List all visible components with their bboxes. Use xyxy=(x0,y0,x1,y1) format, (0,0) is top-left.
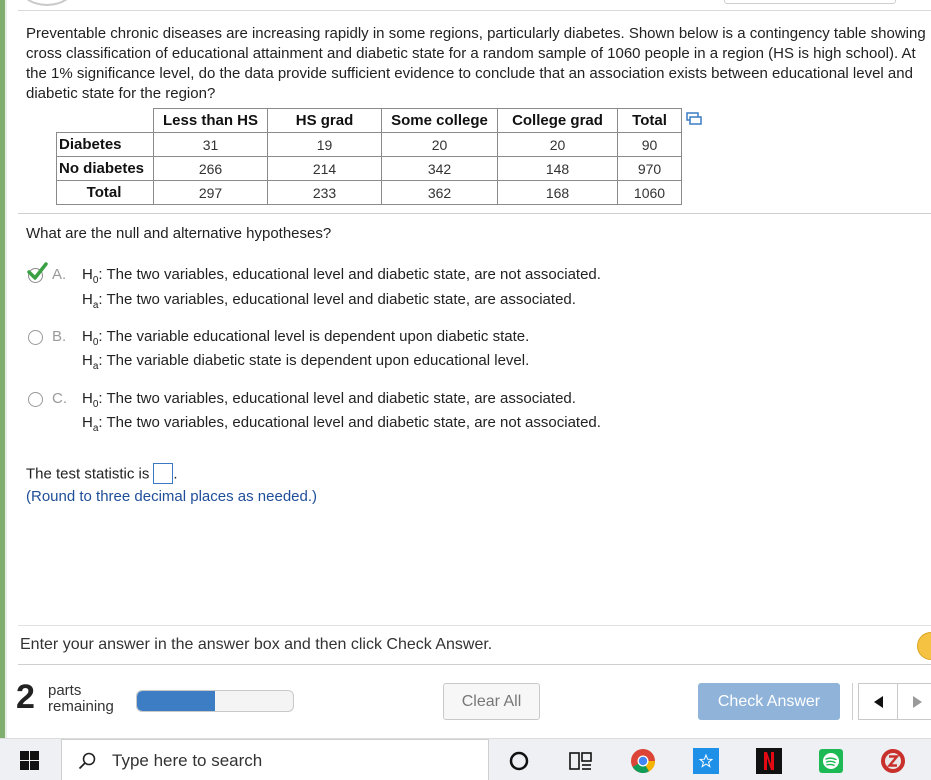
table-cell: 90 xyxy=(618,133,682,157)
question-text: Preventable chronic diseases are increasing rapidly in some regions, particularly diabetes. Shown below is a contingency table showing cross classification of educational attainment and diabetic state for a random sample of 1060 people in a region (HS is high school). At the 1% significance level, do the data provide sufficient evidence to conclude that an association exists between educational level and diabetic state for the region? xyxy=(26,25,926,102)
alt-hypothesis-b: $H_a$: The variable diabetic state is dependent upon educational level. xyxy=(82,352,530,372)
null-hypothesis-b: $H_0$: The variable educational level is dependent upon diabetic state. xyxy=(82,328,530,348)
null-hypothesis-c: $H_0$: The two variables, educational level and diabetic state, are associated. xyxy=(82,390,576,410)
hypotheses-prompt: What are the null and alternative hypotheses? xyxy=(26,225,332,242)
taskbar-search-placeholder: Type here to search xyxy=(112,751,263,770)
row-label-total: Total xyxy=(57,181,154,205)
null-hypothesis-a: $H_0$: The two variables, educational level and diabetic state, are not associated. xyxy=(82,266,601,286)
table-cell: 19 xyxy=(268,133,382,157)
table-cell: 342 xyxy=(382,157,498,181)
instructions-text: Enter your answer in the answer box and then click Check Answer. xyxy=(20,636,493,653)
table-row-diabetes xyxy=(57,133,682,157)
cortana-icon[interactable] xyxy=(506,748,532,774)
option-c[interactable] xyxy=(26,389,726,437)
option-a[interactable] xyxy=(26,265,726,313)
parts-remaining-count: 2 xyxy=(16,678,35,716)
table-cell: 31 xyxy=(154,133,268,157)
table-cell: 20 xyxy=(498,133,618,157)
option-b[interactable] xyxy=(26,327,726,375)
clear-all-button[interactable]: Clear All xyxy=(443,683,540,720)
section-divider xyxy=(18,213,931,214)
table-cell: 970 xyxy=(618,157,682,181)
search-icon xyxy=(78,752,96,770)
row-label-diabetes: Diabetes xyxy=(57,133,154,157)
z-app-icon[interactable] xyxy=(880,748,906,774)
spotify-icon[interactable] xyxy=(818,748,844,774)
radio-option-c[interactable] xyxy=(28,392,43,407)
progress-bar xyxy=(136,690,294,712)
table-cell: 20 xyxy=(382,133,498,157)
col-header-less-than-hs: Less than HS xyxy=(154,109,268,133)
table-cell: 266 xyxy=(154,157,268,181)
left-window-edge-highlight xyxy=(5,0,7,738)
table-row-total xyxy=(57,181,682,205)
progress-bar-fill xyxy=(137,691,215,711)
task-view-icon[interactable] xyxy=(568,748,594,774)
windows-taskbar xyxy=(0,738,931,780)
col-header-total: Total xyxy=(618,109,682,133)
previous-button[interactable] xyxy=(858,683,898,720)
col-header-hs-grad: HS grad xyxy=(268,109,382,133)
checkmark-icon xyxy=(26,261,48,283)
chrome-icon[interactable] xyxy=(630,748,656,774)
footer-divider-top xyxy=(18,625,931,626)
option-letter: A. xyxy=(52,266,67,283)
table-cell: 168 xyxy=(498,181,618,205)
table-corner xyxy=(57,109,154,133)
test-statistic-line xyxy=(26,464,178,485)
footer-divider-bottom xyxy=(18,664,931,665)
alt-hypothesis-a: $H_a$: The two variables, educational level and diabetic state, are associated. xyxy=(82,291,576,311)
triangle-right-icon xyxy=(912,695,924,709)
netflix-icon[interactable] xyxy=(756,748,782,774)
top-partial-box xyxy=(724,0,896,4)
option-letter: B. xyxy=(52,328,67,345)
check-answer-button[interactable]: Check Answer xyxy=(698,683,840,720)
col-header-college-grad: College grad xyxy=(498,109,618,133)
taskbar-search-box[interactable] xyxy=(61,739,489,780)
table-cell: 1060 xyxy=(618,181,682,205)
table-row-no-diabetes xyxy=(57,157,682,181)
triangle-left-icon xyxy=(872,695,884,709)
store-icon[interactable] xyxy=(693,748,719,774)
parts-remaining-label: parts remaining xyxy=(48,682,114,715)
top-divider xyxy=(18,10,931,11)
table-cell: 297 xyxy=(154,181,268,205)
row-label-no-diabetes: No diabetes xyxy=(57,157,154,181)
test-statistic-label: The test statistic is xyxy=(26,465,150,483)
table-header-row xyxy=(57,109,682,133)
table-cell: 148 xyxy=(498,157,618,181)
copy-table-icon[interactable] xyxy=(686,112,702,126)
test-statistic-input[interactable] xyxy=(153,463,173,484)
windows-start-icon[interactable] xyxy=(20,751,39,770)
alt-hypothesis-c: $H_a$: The two variables, educational level and diabetic state, are not associated. xyxy=(82,414,601,434)
contingency-table xyxy=(56,108,682,205)
option-letter: C. xyxy=(52,390,67,407)
top-partial-control xyxy=(18,0,76,6)
radio-option-b[interactable] xyxy=(28,330,43,345)
col-header-some-college: Some college xyxy=(382,109,498,133)
table-cell: 214 xyxy=(268,157,382,181)
nav-separator xyxy=(852,683,853,720)
help-icon[interactable] xyxy=(917,632,931,660)
next-button[interactable] xyxy=(898,683,931,720)
table-cell: 362 xyxy=(382,181,498,205)
table-cell: 233 xyxy=(268,181,382,205)
test-statistic-suffix: . xyxy=(173,465,178,483)
rounding-hint: (Round to three decimal places as needed.) xyxy=(26,488,318,505)
